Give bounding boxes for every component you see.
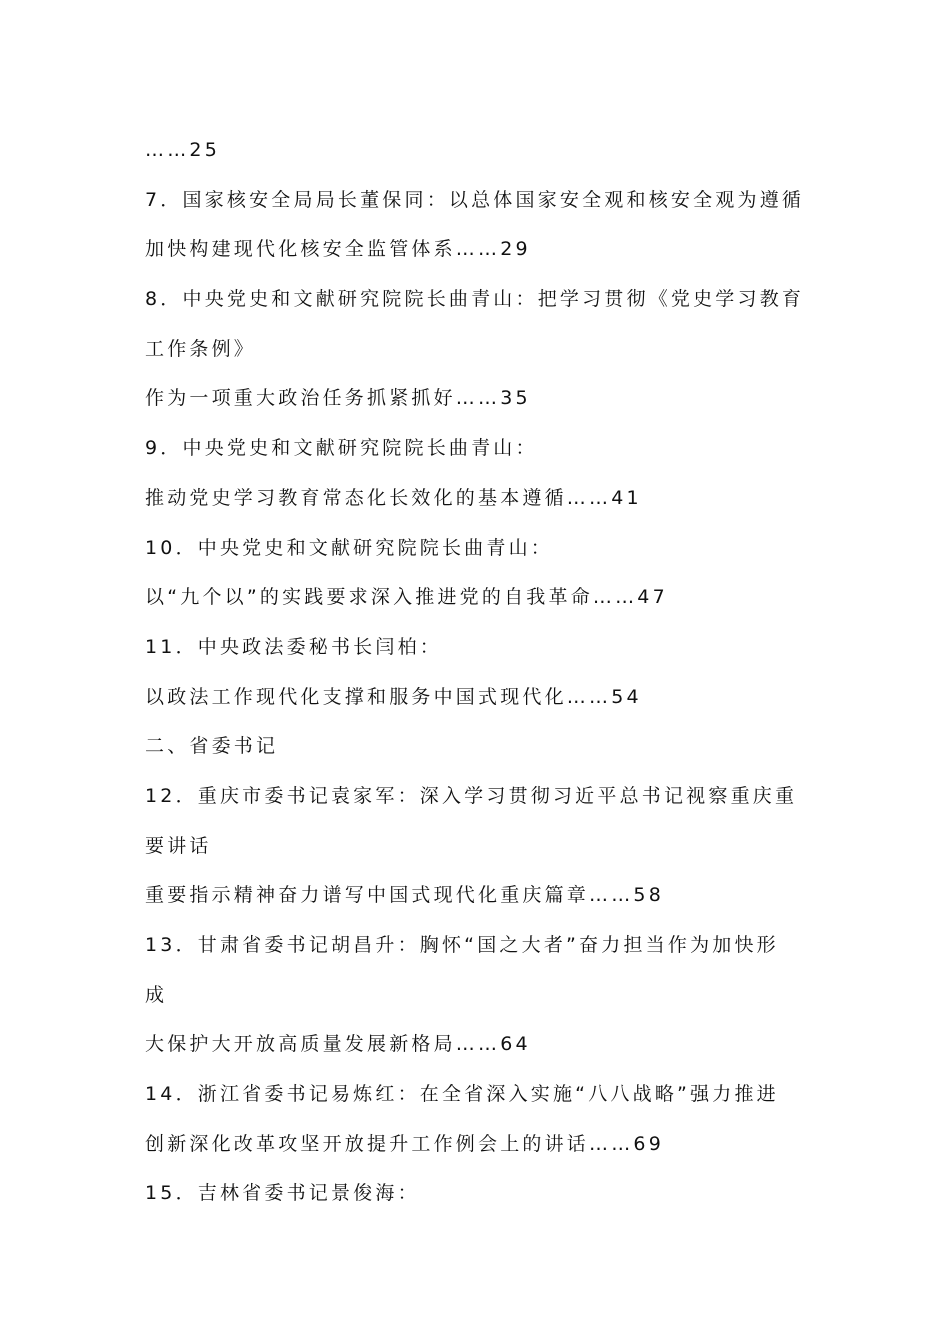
toc-line: 创新深化改革攻坚开放提升工作例会上的讲话……69 — [145, 1132, 664, 1155]
toc-line: 工作条例》 — [145, 337, 257, 360]
toc-line: 重要指示精神奋力谱写中国式现代化重庆篇章……58 — [145, 884, 664, 907]
toc-line: 成 — [145, 983, 168, 1006]
section-heading: 二、省委书记 — [145, 735, 279, 758]
toc-line: 14．浙江省委书记易炼红：在全省深入实施“八八战略”强力推进 — [145, 1083, 779, 1106]
toc-line: 13．甘肃省委书记胡昌升：胸怀“国之大者”奋力担当作为加快形 — [145, 934, 779, 956]
table-of-contents — [145, 126, 815, 1219]
toc-line: 9．中央党史和文献研究院院长曲青山： — [145, 437, 538, 460]
toc-line: 15．吉林省委书记景俊海： — [145, 1182, 420, 1205]
toc-line: ……25 — [145, 139, 220, 161]
toc-line: 以政法工作现代化支撑和服务中国式现代化……54 — [145, 685, 642, 708]
toc-line: 要讲话 — [145, 834, 212, 857]
toc-line: 加快构建现代化核安全监管体系……29 — [145, 238, 531, 261]
toc-line: 10．中央党史和文献研究院院长曲青山： — [145, 536, 553, 559]
toc-line: 大保护大开放高质量发展新格局……64 — [145, 1033, 531, 1056]
toc-line: 7．国家核安全局局长董保同：以总体国家安全观和核安全观为遵循 — [145, 188, 805, 211]
toc-line: 以“九个以”的实践要求深入推进党的自我革命……47 — [145, 586, 668, 609]
toc-line: 作为一项重大政治任务抓紧抓好……35 — [145, 387, 531, 410]
toc-line: 11．中央政法委秘书长闫柏： — [145, 635, 442, 658]
toc-line: 推动党史学习教育常态化长效化的基本遵循……41 — [145, 486, 642, 509]
toc-line: 8．中央党史和文献研究院院长曲青山：把学习贯彻《党史学习教育 — [145, 288, 805, 311]
toc-line: 12．重庆市委书记袁家军：深入学习贯彻习近平总书记视察重庆重 — [145, 784, 798, 807]
